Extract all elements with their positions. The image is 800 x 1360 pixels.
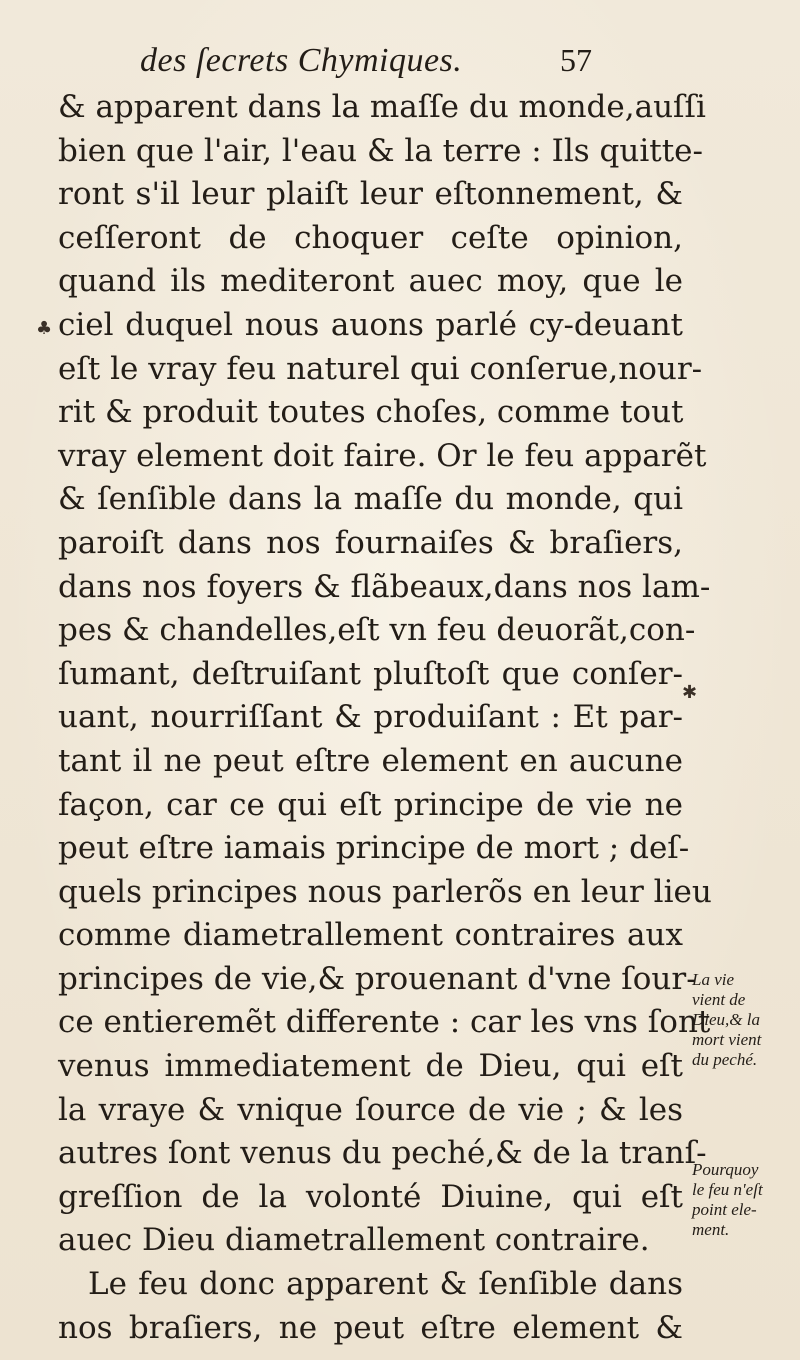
margin-note-line: point ele-: [692, 1200, 757, 1219]
text-line: la vraye & vnique ſource de vie ; & les: [58, 1091, 683, 1128]
margin-note-line: Pourquoy: [692, 1160, 759, 1179]
text-line: & ſenſible dans la maſſe du monde, qui: [58, 481, 683, 518]
text-line: Le feu donc apparent & ſenſible dans: [88, 1266, 683, 1303]
text-line: peut eſtre iamais principe de mort ; deſ-: [58, 830, 690, 867]
margin-note-line: du peché.: [692, 1050, 758, 1069]
text-line: vray element doit faire. Or le feu apparẽt: [58, 437, 707, 474]
text-line: bien que l'air, l'eau & la terre : Ils quitte-: [58, 132, 703, 169]
text-line: façon, car ce qui eſt principe de vie ne: [58, 786, 683, 823]
text-line: ce entieremẽt differente : car les vns ſont: [58, 1004, 711, 1041]
text-line: principes de vie,& prouenant d'vne ſour-: [58, 960, 697, 997]
margin-note: [692, 1160, 800, 1240]
margin-note-line: mort vient: [692, 1030, 762, 1049]
margin-note-line: le feu n'eſt: [692, 1180, 763, 1199]
text-line: ceſſeront de choquer ceſte opinion,: [58, 219, 683, 256]
margin-note: [692, 970, 800, 1070]
marginalia: [692, 970, 800, 1240]
margin-note-line: La vie: [692, 970, 735, 989]
text-line: quels principes nous parlerõs en leur lieu: [58, 873, 712, 910]
running-head: [0, 36, 800, 82]
text-line: venus immediatement de Dieu, qui eſt: [58, 1048, 683, 1085]
text-line: comme diametrallement contraires aux: [58, 917, 683, 954]
body-text: [58, 86, 712, 1350]
ink-mark-icon: ♣: [36, 318, 53, 339]
margin-note-line: ment.: [692, 1220, 730, 1239]
text-line: nos braſiers, ne peut eſtre element &: [58, 1309, 683, 1346]
text-line: ſumant, deſtruiſant pluſtoſt que conſer-: [58, 655, 683, 692]
text-line: uant, nourriſſant & produiſant : Et par-: [58, 699, 683, 736]
margin-note-line: Dieu,& la: [692, 1010, 760, 1029]
text-line: eſt le vray feu naturel qui conſerue,nour-: [58, 350, 703, 387]
text-line: rit & produit toutes choſes, comme tout: [58, 394, 684, 431]
text-line: pes & chandelles,eſt vn feu deuorãt,con-: [58, 612, 696, 649]
text-line: & apparent dans la maſſe du monde,auſſi: [58, 89, 706, 125]
text-line: quand ils mediteront auec moy, que le: [58, 263, 683, 300]
margin-note-line: vient de: [692, 990, 746, 1009]
text-line: auec Dieu diametrallement contraire.: [58, 1222, 650, 1259]
ink-mark-icon: ✱: [682, 682, 698, 703]
text-line: ciel duquel nous auons parlé cy-deuant: [58, 306, 683, 343]
running-title: des ſecrets Chymiques.: [140, 42, 463, 79]
text-line: paroiſt dans nos fournaiſes & braſiers,: [58, 524, 683, 561]
text-line: tant il ne peut eſtre element en aucune: [58, 742, 683, 779]
text-line: dans nos foyers & flãbeaux,dans nos lam-: [58, 568, 711, 605]
page-number: 57: [560, 42, 592, 78]
text-line: autres ſont venus du peché,& de la tranſ-: [58, 1135, 707, 1172]
text-line: ront s'il leur plaiſt leur eſtonnement, &: [58, 176, 683, 213]
text-line: greſſion de la volonté Diuine, qui eſt: [58, 1178, 683, 1215]
